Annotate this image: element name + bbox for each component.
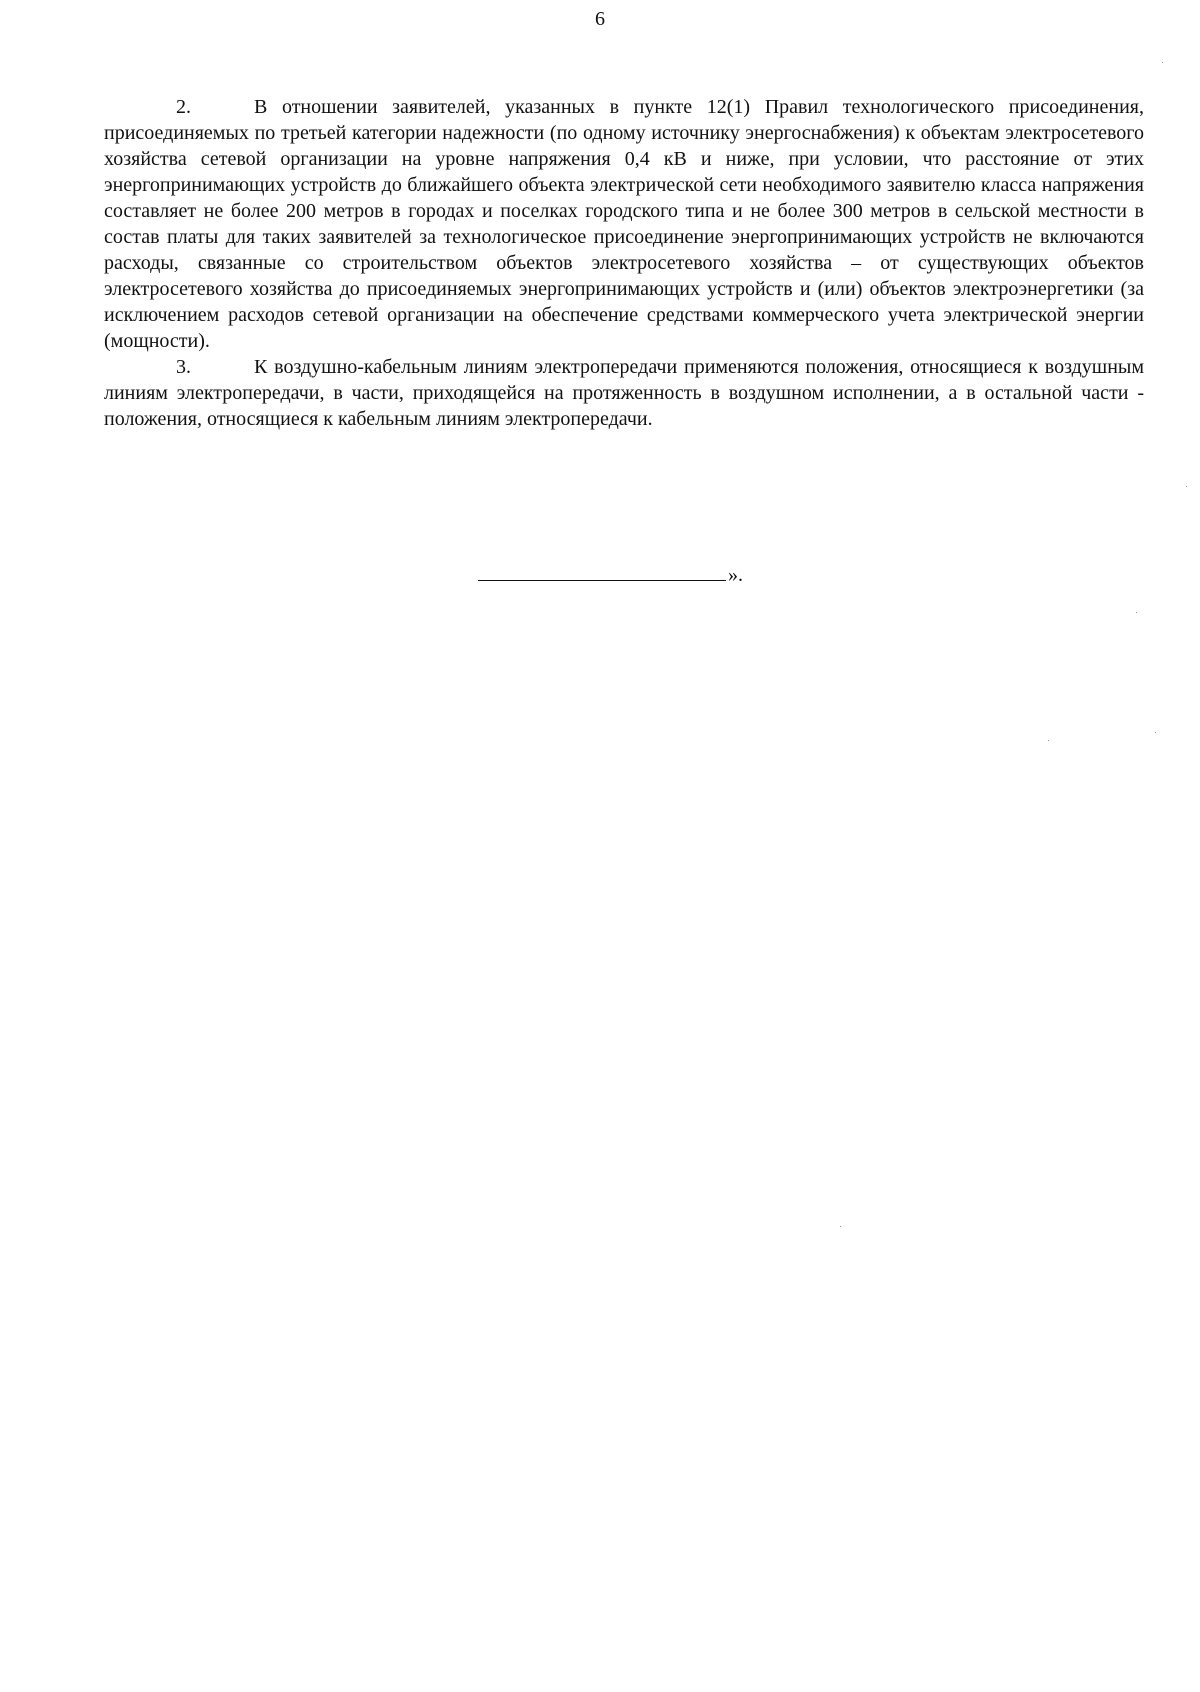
scan-speck (1136, 612, 1137, 613)
closing-mark: ». (728, 564, 743, 586)
document-body (104, 94, 1144, 432)
page-number: 6 (595, 8, 605, 30)
closing-line (478, 560, 743, 587)
scan-speck (1186, 486, 1187, 487)
paragraph-3 (104, 354, 1144, 432)
scan-speck (1162, 62, 1163, 63)
closing-rule (478, 560, 726, 581)
paragraph-number: 3. (176, 356, 191, 378)
scan-speck (1155, 732, 1156, 733)
paragraph-text: К воздушно-кабельным линиям электропередачи применяются положения, относящиеся к воздушным линиям электропередачи, в части, приходящейся на протяженность в воздушном исполнении, а в остальной части - положения, относящиеся к кабельным линиям электропередачи. (104, 356, 1144, 430)
scan-speck (840, 1226, 841, 1227)
scan-speck (1048, 740, 1049, 741)
paragraph-number: 2. (176, 96, 191, 118)
paragraph-text: В отношении заявителей, указанных в пункте 12(1) Правил технологического присоединения, присоединяемых по третьей категории надежности (по одному источнику энергоснабжения) к объектам электросетевого хозяйства сетевой организации на уровне напряжения 0,4 кВ и ниже, при условии, что расстояние от этих энергопринимающих устройств до ближайшего объекта электрической сети необходимого заявителю класса напряжения составляет не более 200 метров в городах и поселках городского типа и не более 300 метров в сельской местности в состав платы для таких заявителей за технологическое присоединение энергопринимающих устройств не включаются расходы, связанные со строительством объектов электросетевого хозяйства – от существующих объектов электросетевого хозяйства до присоединяемых энергопринимающих устройств и (или) объектов электроэнергетики (за исключением расходов сетевой организации на обеспечение средствами коммерческого учета электрической энергии (мощности). (104, 96, 1144, 352)
paragraph-2 (104, 94, 1144, 354)
